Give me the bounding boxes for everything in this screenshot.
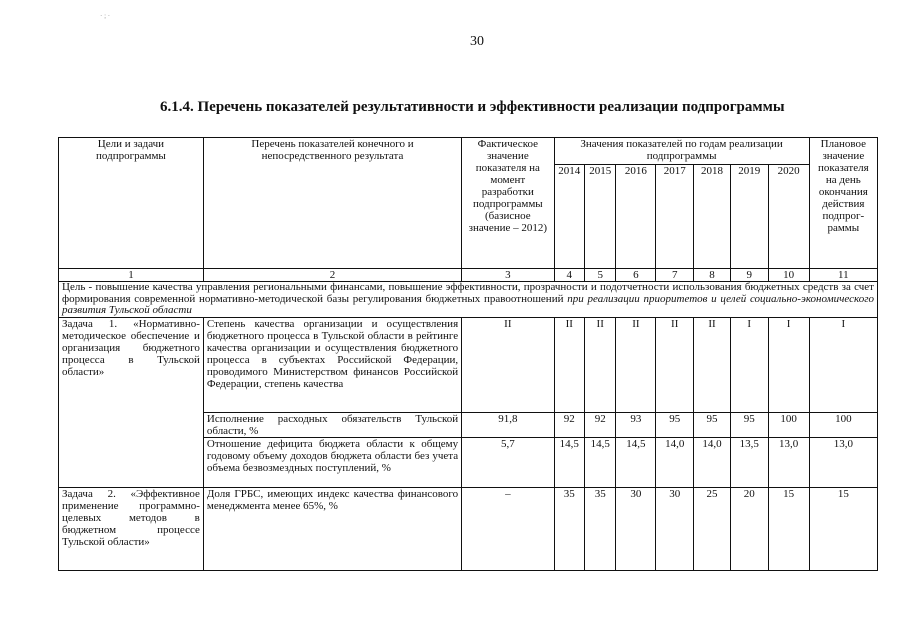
section-title: 6.1.4. Перечень показателей результативности и эффективности реализации подпрограммы [160,99,785,115]
indicator-name: Степень качества организации и осуществления бюджетного процесса в Тульской области в рейтинге качества организации и осуществления бюджетного процесса в субъектах Российской Федерации, проводимого Министерством финансов Российской Федерации, степень качества [203,317,461,412]
indicator-year-value: 93 [616,412,656,437]
indicator-year-value: 35 [584,487,615,570]
indicator-actual: II [462,317,554,412]
header-goals: Цели и задачи подпрограммы [59,138,204,269]
indicator-year-value: 14,5 [584,437,615,487]
task-1-cell: Задача 1. «Нормативно-методическое обеспечение и организация бюджетного процесса в Тульской области» [59,317,204,487]
column-number: 9 [730,269,768,282]
column-number: 11 [809,269,877,282]
indicator-year-value: 25 [694,487,731,570]
indicator-year-value: II [656,317,694,412]
indicator-year-value: II [554,317,584,412]
indicator-planned: 13,0 [809,437,877,487]
indicator-year-value: I [730,317,768,412]
indicator-actual: – [462,487,554,570]
goal-text-italic: при реализации приоритетов и целей социально-экономического развития Тульской области [62,292,874,316]
indicator-name: Исполнение расходных обязательств Тульской области, % [203,412,461,437]
indicator-year-value: 95 [694,412,731,437]
indicator-year-value: 95 [730,412,768,437]
header-year: 2016 [616,165,656,269]
task-2-cell: Задача 2. «Эффективное применение программно-целевых методов в бюджетном процессе Тульской области» [59,487,204,570]
indicator-planned: I [809,317,877,412]
indicator-year-value: 35 [554,487,584,570]
column-number: 5 [584,269,615,282]
header-year: 2015 [584,165,615,269]
header-indicators: Перечень показателей конечного и непосредственного результата [203,138,461,269]
page-number: 30 [470,34,484,49]
header-year: 2018 [694,165,731,269]
goal-row [59,282,878,318]
column-number: 8 [694,269,731,282]
column-number-row [59,269,878,282]
column-number: 10 [768,269,809,282]
indicator-planned: 15 [809,487,877,570]
column-number: 7 [656,269,694,282]
header-actual: Фактическое значение показателя на момент разработки подпрограммы (базисное значение – 2012) [462,138,554,269]
indicator-year-value: 13,5 [730,437,768,487]
scan-mark: · ; · [100,12,111,20]
indicator-year-value: 13,0 [768,437,809,487]
header-year: 2017 [656,165,694,269]
column-number: 6 [616,269,656,282]
indicator-year-value: 92 [554,412,584,437]
table-row [59,317,878,412]
indicator-year-value: 92 [584,412,615,437]
indicator-actual: 5,7 [462,437,554,487]
column-number: 1 [59,269,204,282]
column-number: 2 [203,269,461,282]
indicator-year-value: 15 [768,487,809,570]
indicator-year-value: II [584,317,615,412]
indicator-name: Отношение дефицита бюджета области к общему годовому объему доходов бюджета области без учета объема безвозмездных поступлений, % [203,437,461,487]
indicator-year-value: 14,5 [554,437,584,487]
header-year: 2020 [768,165,809,269]
indicator-year-value: 30 [656,487,694,570]
indicator-year-value: 14,0 [694,437,731,487]
indicator-year-value: 30 [616,487,656,570]
header-planned: Плановое значение показателя на день окончания действия подпрог- раммы [809,138,877,269]
goal-text: Цель - повышение качества управления региональными финансами, повышение эффективности, прозрачности и подотчетности использования бюджетных средств за счет формирования современной нормативно-методической базы регулирования бюджетных правоотношений [62,281,874,305]
indicators-table [58,137,878,571]
header-year: 2014 [554,165,584,269]
column-number: 4 [554,269,584,282]
column-number: 3 [462,269,554,282]
indicator-year-value: 14,5 [616,437,656,487]
indicator-actual: 91,8 [462,412,554,437]
indicator-planned: 100 [809,412,877,437]
header-years-group: Значения показателей по годам реализации подпрограммы [554,138,809,165]
indicator-name: Доля ГРБС, имеющих индекс качества финансового менеджмента менее 65%, % [203,487,461,570]
indicator-year-value: 95 [656,412,694,437]
indicator-year-value: II [616,317,656,412]
indicator-year-value: I [768,317,809,412]
indicator-year-value: 14,0 [656,437,694,487]
indicator-year-value: II [694,317,731,412]
indicator-year-value: 20 [730,487,768,570]
indicator-year-value: 100 [768,412,809,437]
header-year: 2019 [730,165,768,269]
table-row [59,487,878,570]
